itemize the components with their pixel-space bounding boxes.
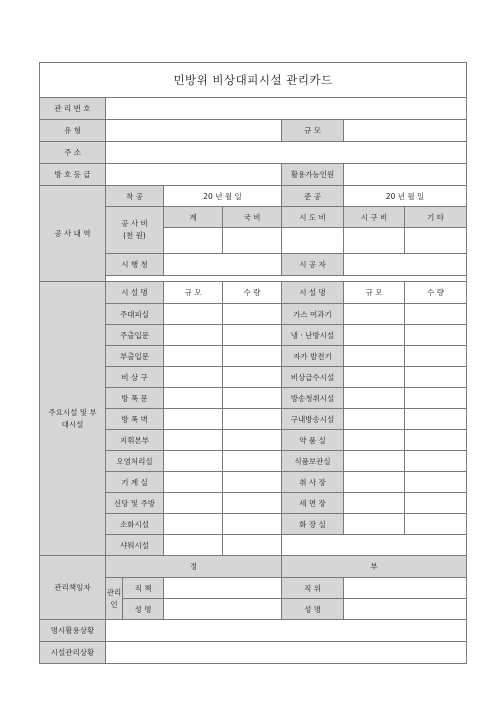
completion-label: 준 공 — [282, 186, 344, 207]
capacity-label: 활용가능인원 — [282, 164, 344, 186]
facility-qty-field[interactable] — [405, 514, 467, 535]
deputy-position-field[interactable] — [344, 578, 467, 599]
construction-label: 공 사 내 역 — [40, 186, 106, 282]
cost-col-total: 계 — [164, 207, 223, 228]
facility-qty-field[interactable] — [223, 472, 282, 493]
facility-qty-field[interactable] — [405, 304, 467, 325]
facility-qty-field[interactable] — [405, 346, 467, 367]
cost-col-national: 국 비 — [223, 207, 282, 228]
facility-name-right: 가스 여과기 — [282, 304, 344, 325]
facility-scale-field[interactable] — [344, 346, 405, 367]
cost-unit-text: (천 원) — [123, 231, 146, 240]
facility-scale-field[interactable] — [344, 388, 405, 409]
mgmt-number-label: 관 리 번 호 — [40, 98, 106, 120]
facility-qty-field[interactable] — [223, 325, 282, 346]
fac-head-qty-left: 수 량 — [223, 282, 282, 304]
facility-qty-field[interactable] — [405, 430, 467, 451]
cost-total-field[interactable] — [164, 228, 223, 254]
cost-province-field[interactable] — [282, 228, 344, 254]
facility-scale-field[interactable] — [164, 388, 223, 409]
start-label: 착 공 — [106, 186, 164, 207]
protection-grade-label: 방 호 등 급 — [40, 164, 106, 186]
facility-scale-field[interactable] — [164, 472, 223, 493]
facility-name-left: 기 계 실 — [106, 472, 164, 493]
facility-scale-field[interactable] — [344, 409, 405, 430]
facility-name-right: 약 품 실 — [282, 430, 344, 451]
facility-scale-field[interactable] — [164, 367, 223, 388]
facility-qty-field[interactable] — [405, 493, 467, 514]
facility-name-left: 방 폭 문 — [106, 388, 164, 409]
cost-label-text: 공 사 비 — [121, 219, 148, 228]
facility-qty-field[interactable] — [223, 430, 282, 451]
facility-qty-field[interactable] — [223, 451, 282, 472]
facility-scale-field[interactable] — [344, 304, 405, 325]
scale-field[interactable] — [344, 120, 467, 142]
facility-scale-field[interactable] — [164, 514, 223, 535]
facility-name-left: 소화시설 — [106, 514, 164, 535]
fac-head-name-left: 시 설 명 — [106, 282, 164, 304]
position-label-right: 직 위 — [282, 578, 344, 599]
facility-name-left: 지휘본부 — [106, 430, 164, 451]
facility-scale-field[interactable] — [344, 325, 405, 346]
facility-name-right: 구내방송시설 — [282, 409, 344, 430]
primary-name-field[interactable] — [164, 599, 282, 620]
deputy-header: 부 — [282, 556, 467, 578]
cost-col-province: 시 도 비 — [282, 207, 344, 228]
facility-name-left: 비 상 구 — [106, 367, 164, 388]
facility-scale-field[interactable] — [164, 325, 223, 346]
facility-mgmt-field[interactable] — [106, 642, 467, 664]
facility-empty-right — [282, 535, 467, 556]
facility-name-right: 취 사 장 — [282, 472, 344, 493]
facility-name-right: 방송청취시설 — [282, 388, 344, 409]
usage-label: 명시활용상황 — [40, 620, 106, 642]
type-label: 유 형 — [40, 120, 106, 142]
facility-scale-field[interactable] — [344, 472, 405, 493]
usage-field[interactable] — [106, 620, 467, 642]
facility-name-right: 냉 · 난방시설 — [282, 325, 344, 346]
manager-label: 관리책임자 — [40, 556, 106, 620]
management-card-form — [39, 62, 467, 664]
cost-col-other: 기 타 — [405, 207, 467, 228]
facility-scale-field[interactable] — [164, 493, 223, 514]
deputy-name-field[interactable] — [344, 599, 467, 620]
fac-head-qty-right: 수 량 — [405, 282, 467, 304]
executor-field[interactable] — [164, 254, 282, 276]
facility-qty-field[interactable] — [405, 451, 467, 472]
facility-scale-field[interactable] — [344, 514, 405, 535]
facility-qty-field[interactable] — [405, 367, 467, 388]
address-field[interactable] — [106, 142, 467, 164]
facility-qty-field[interactable] — [405, 325, 467, 346]
facility-name-right: 식품보관실 — [282, 451, 344, 472]
admin-label: 관리인 — [106, 578, 123, 620]
facility-name-right: 자가 발전기 — [282, 346, 344, 367]
facility-scale-field[interactable] — [344, 493, 405, 514]
facility-scale-field[interactable] — [164, 430, 223, 451]
facility-qty-field[interactable] — [405, 388, 467, 409]
fac-head-name-right: 시 설 명 — [282, 282, 344, 304]
facility-name-left: 방 폭 벽 — [106, 409, 164, 430]
facility-name-left: 주대피실 — [106, 304, 164, 325]
facilities-label: 주요시설 및 부대시설 — [40, 282, 106, 556]
cost-other-field[interactable] — [405, 228, 467, 254]
facility-name-right: 비상급수시설 — [282, 367, 344, 388]
form-title: 민방위 비상대피시설 관리카드 — [40, 63, 467, 98]
facility-name-left: 샤워시설 — [106, 535, 164, 556]
primary-header: 정 — [106, 556, 282, 578]
cost-label — [106, 207, 164, 254]
mgmt-number-field[interactable] — [106, 98, 467, 120]
name-label: 성 명 — [123, 599, 164, 620]
completion-date-field[interactable]: 20 년 월 일 — [344, 186, 467, 207]
contractor-label: 시 공 자 — [282, 254, 344, 276]
capacity-field[interactable] — [344, 164, 467, 186]
facility-qty-field[interactable] — [223, 304, 282, 325]
facility-qty-field[interactable] — [223, 514, 282, 535]
facility-qty-field[interactable] — [405, 472, 467, 493]
name-label-right: 성 명 — [282, 599, 344, 620]
cost-col-city: 시 구 비 — [344, 207, 405, 228]
facility-qty-field[interactable] — [223, 367, 282, 388]
address-label: 주 소 — [40, 142, 106, 164]
type-field[interactable] — [106, 120, 282, 142]
facility-qty-field[interactable] — [223, 535, 282, 556]
facility-name-left: 오염처리실 — [106, 451, 164, 472]
facility-scale-field[interactable] — [164, 346, 223, 367]
facility-scale-field[interactable] — [164, 409, 223, 430]
facility-qty-field[interactable] — [223, 409, 282, 430]
facility-name-left: 신당 및 주방 — [106, 493, 164, 514]
facility-scale-field[interactable] — [164, 451, 223, 472]
scale-label: 규 모 — [282, 120, 344, 142]
contractor-field[interactable] — [344, 254, 467, 276]
facility-scale-field[interactable] — [344, 430, 405, 451]
facility-name-left: 부출입문 — [106, 346, 164, 367]
facility-qty-field[interactable] — [223, 493, 282, 514]
facility-qty-field[interactable] — [223, 388, 282, 409]
facility-name-right: 세 면 장 — [282, 493, 344, 514]
primary-position-field[interactable] — [164, 578, 282, 599]
facility-mgmt-label: 시설관리상황 — [40, 642, 106, 664]
position-label: 직 책 — [123, 578, 164, 599]
facility-name-left: 주출입문 — [106, 325, 164, 346]
facility-scale-field[interactable] — [164, 535, 223, 556]
facility-scale-field[interactable] — [344, 451, 405, 472]
cost-city-field[interactable] — [344, 228, 405, 254]
facility-qty-field[interactable] — [405, 409, 467, 430]
start-date-field[interactable]: 20 년 월 일 — [164, 186, 282, 207]
facility-qty-field[interactable] — [223, 346, 282, 367]
fac-head-scale-left: 규 모 — [164, 282, 223, 304]
facility-scale-field[interactable] — [164, 304, 223, 325]
facility-name-right: 화 장 실 — [282, 514, 344, 535]
cost-national-field[interactable] — [223, 228, 282, 254]
fac-head-scale-right: 규 모 — [344, 282, 405, 304]
protection-grade-field[interactable] — [106, 164, 282, 186]
executor-label: 시 행 청 — [106, 254, 164, 276]
facility-scale-field[interactable] — [344, 367, 405, 388]
